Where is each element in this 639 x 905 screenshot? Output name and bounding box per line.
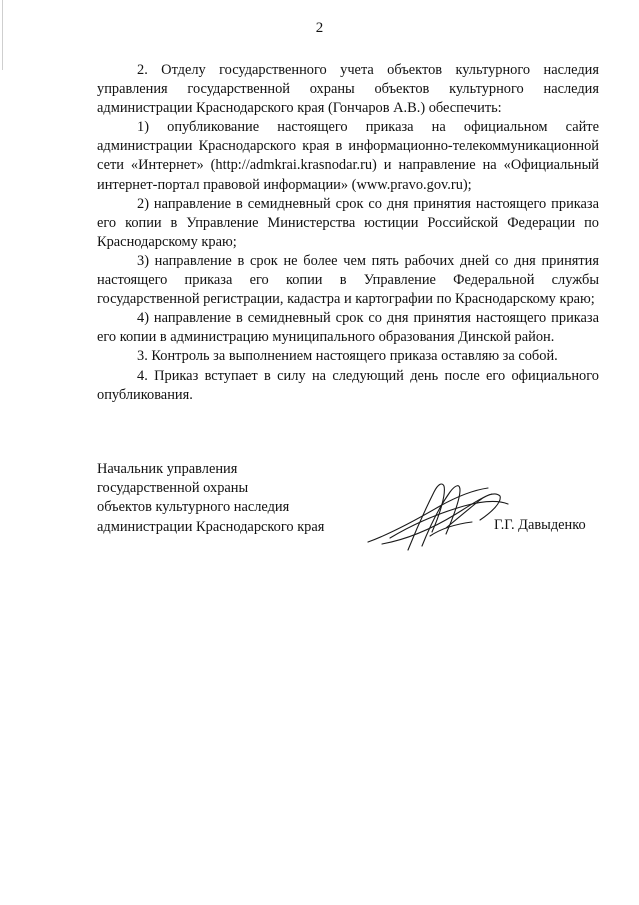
paragraph-item-2: 2. Отделу государственного учета объектов культурного наследия управления государственной охраны объектов культурного наследия администрации Краснодарского края (Гончаров А.В.) обеспечить:	[97, 62, 599, 117]
subparagraph-3: 3) направление в срок не более чем пять рабочих дней со дня принятия настоящего приказа его копии в Управление Федеральной службы государственной регистрации, кадастра и картографии по Краснодарскому краю;	[97, 252, 599, 308]
subparagraph-1: 1) опубликование настоящего приказа на официальном сайте администрации Краснодарского края в информационно-телекоммуникационной сети «Интернет» (http://admkrai.krasnodar.ru) и направление на «Официальный интернет-портал правовой информации» (www.pravo.gov.ru);	[97, 119, 599, 193]
handwritten-signature	[360, 470, 515, 560]
signer-position	[97, 460, 324, 537]
signer-name: Г.Г. Давыденко	[494, 517, 586, 533]
subparagraph-2: 2) направление в семидневный срок со дня принятия настоящего приказа его копии в Управление Министерства юстиции Российской Федерации по Краснодарскому краю;	[97, 195, 599, 250]
signer-position-line: администрации Краснодарского края	[97, 518, 325, 535]
paragraph-item-4: 4. Приказ вступает в силу на следующий день после его официального опубликования.	[97, 367, 599, 403]
paragraph-item-3: 3. Контроль за выполнением настоящего приказа оставляю за собой.	[137, 348, 558, 365]
page-number: 2	[315, 20, 324, 36]
order-body	[97, 61, 599, 405]
signer-position-line: объектов культурного наследия	[97, 499, 290, 516]
signer-position-line: государственной охраны	[97, 480, 249, 497]
subparagraph-4: 4) направление в семидневный срок со дня принятия настоящего приказа его копии в администрацию муниципального образования Динской район.	[97, 310, 599, 346]
signer-position-line: Начальник управления	[97, 461, 238, 477]
